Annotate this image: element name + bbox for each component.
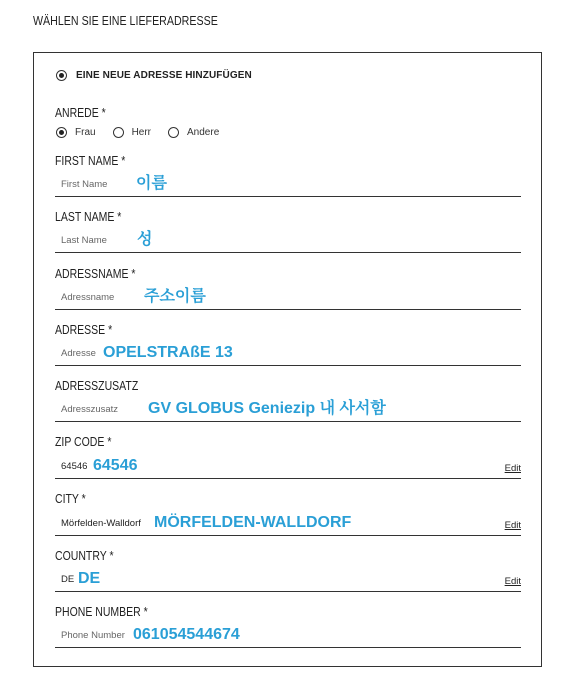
last-name-placeholder: Last Name bbox=[61, 235, 107, 246]
salutation-option-frau[interactable] bbox=[56, 127, 96, 138]
new-address-radio[interactable] bbox=[56, 70, 67, 81]
country-value: DE bbox=[61, 574, 75, 585]
last-name-field[interactable] bbox=[55, 230, 521, 253]
zip-field[interactable] bbox=[55, 456, 521, 479]
salutation-option-label: Frau bbox=[75, 127, 96, 138]
address-extra-field[interactable] bbox=[55, 399, 521, 422]
address-name-placeholder: Adressname bbox=[61, 292, 115, 303]
address-extra-annotation: GV GLOBUS Geniezip 내 사서함 bbox=[148, 400, 386, 417]
city-field[interactable] bbox=[55, 513, 521, 536]
zip-label: ZIP CODE * bbox=[55, 435, 112, 449]
zip-annotation: 64546 bbox=[93, 457, 138, 474]
salutation-option-herr[interactable] bbox=[113, 127, 151, 138]
address-form-panel bbox=[33, 52, 542, 667]
salutation-radio-frau[interactable] bbox=[56, 127, 67, 138]
city-annotation: MÖRFELDEN-WALLDORF bbox=[154, 514, 352, 531]
city-edit-link[interactable]: Edit bbox=[504, 520, 521, 531]
salutation-group bbox=[56, 127, 236, 138]
phone-placeholder: Phone Number bbox=[61, 630, 125, 641]
address-field[interactable] bbox=[55, 343, 521, 366]
address-placeholder: Adresse bbox=[61, 348, 96, 359]
country-annotation: DE bbox=[78, 570, 101, 587]
salutation-radio-herr[interactable] bbox=[113, 127, 124, 138]
first-name-annotation: 이름 bbox=[136, 175, 167, 192]
salutation-label: ANREDE * bbox=[55, 106, 106, 120]
new-address-option[interactable] bbox=[56, 70, 252, 81]
address-annotation: OPELSTRAßE 13 bbox=[103, 344, 233, 361]
page-title: WÄHLEN SIE EINE LIEFERADRESSE bbox=[33, 13, 218, 28]
address-extra-label: ADRESSZUSATZ bbox=[55, 379, 139, 393]
phone-label: PHONE NUMBER * bbox=[55, 605, 148, 619]
salutation-option-label: Herr bbox=[131, 127, 152, 138]
last-name-annotation: 성 bbox=[137, 231, 153, 248]
city-label: CITY * bbox=[55, 492, 86, 506]
salutation-option-label: Andere bbox=[187, 127, 220, 138]
country-edit-link[interactable]: Edit bbox=[504, 576, 521, 587]
last-name-label: LAST NAME * bbox=[55, 210, 122, 224]
address-extra-placeholder: Adresszusatz bbox=[61, 404, 119, 415]
new-address-label: EINE NEUE ADRESSE HINZUFÜGEN bbox=[76, 70, 252, 81]
zip-value: 64546 bbox=[61, 461, 88, 472]
salutation-radio-andere[interactable] bbox=[168, 127, 179, 138]
phone-annotation: 061054544674 bbox=[133, 626, 240, 643]
phone-field[interactable] bbox=[55, 625, 521, 648]
zip-edit-link[interactable]: Edit bbox=[504, 463, 521, 474]
address-label: ADRESSE * bbox=[55, 323, 113, 337]
address-name-field[interactable] bbox=[55, 287, 521, 310]
salutation-option-andere[interactable] bbox=[168, 127, 219, 138]
country-field[interactable] bbox=[55, 569, 521, 592]
address-name-annotation: 주소이름 bbox=[144, 288, 206, 305]
city-value: Mörfelden-Walldorf bbox=[61, 518, 141, 529]
address-name-label: ADRESSNAME * bbox=[55, 267, 136, 281]
first-name-field[interactable] bbox=[55, 174, 521, 197]
first-name-label: FIRST NAME * bbox=[55, 154, 126, 168]
country-label: COUNTRY * bbox=[55, 549, 114, 563]
first-name-placeholder: First Name bbox=[61, 179, 108, 190]
